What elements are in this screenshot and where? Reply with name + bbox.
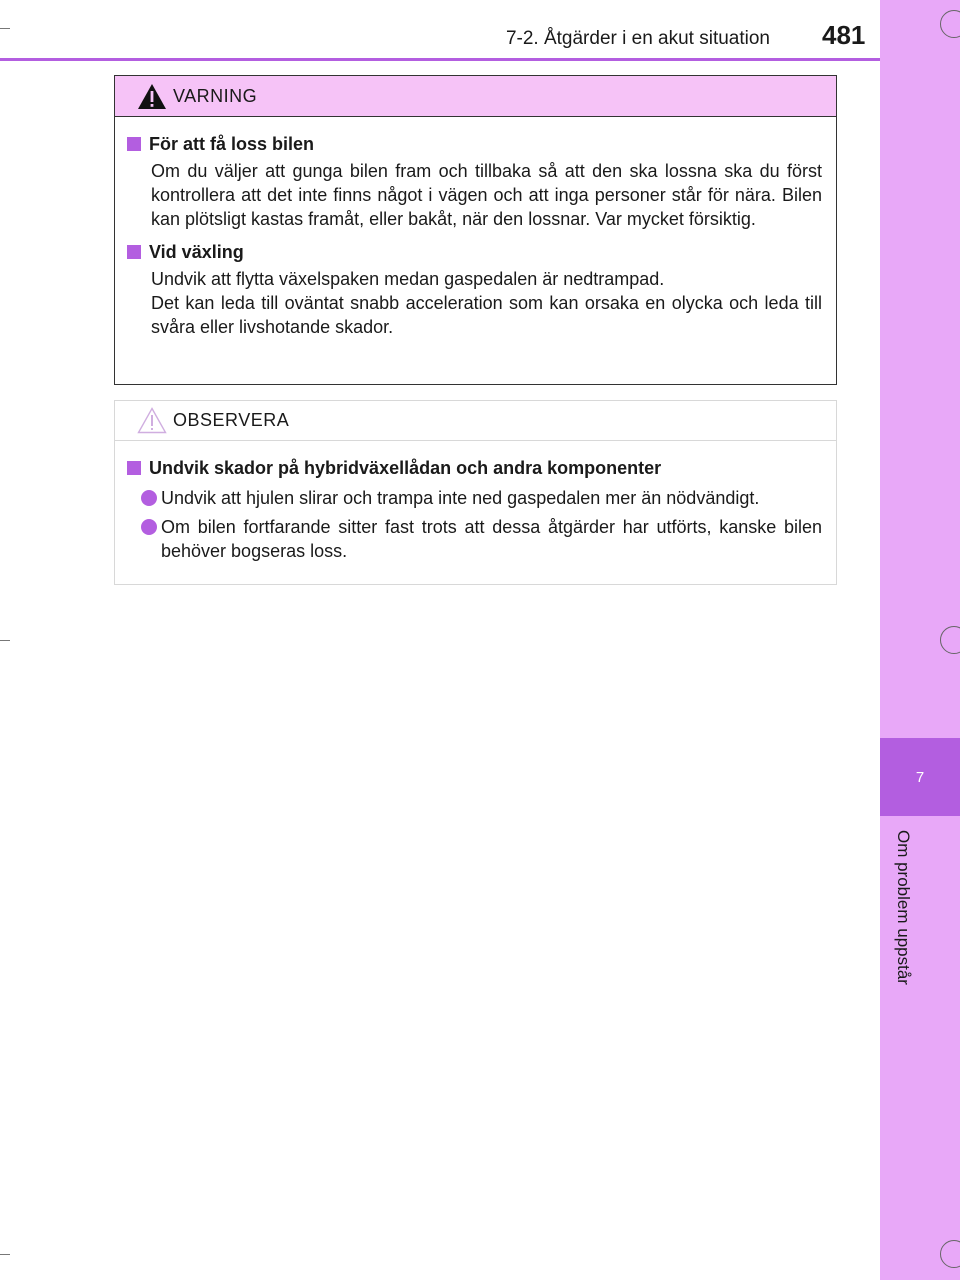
notice-bullet xyxy=(141,486,822,510)
notice-bullet-text: Undvik att hjulen slirar och trampa inte ned gaspedalen mer än nödvändigt. xyxy=(161,488,760,508)
warning-content xyxy=(115,117,836,339)
warning-item-body-line: Det kan leda till oväntat snabb acceleration som kan orsaka en olycka och leda till svåra eller livshotande skador. xyxy=(151,293,822,337)
round-bullet-icon xyxy=(141,490,157,506)
crop-circle xyxy=(940,626,960,654)
notice-box xyxy=(114,400,837,585)
section-title: 7-2. Åtgärder i en akut situation xyxy=(505,28,770,49)
crop-mark xyxy=(0,28,10,29)
notice-bullet-text: Om bilen fortfarande sitter fast trots att dessa åtgärder har utförts, kanske bilen behöver bogseras loss. xyxy=(161,517,822,561)
warning-item-body xyxy=(151,267,822,339)
warning-item-title-text: För att få loss bilen xyxy=(149,134,315,154)
warning-item-body: Om du väljer att gunga bilen fram och tillbaka så att den ska lossna ska du först kontrollera att det inte finns något i vägen och att inga personer står för nära. Bilen kan plötsligt kastas framåt, eller bakåt, när den lossnar. Var mycket försiktig. xyxy=(151,161,822,229)
notice-content xyxy=(115,441,836,563)
notice-title-text: Undvik skador på hybridväxellådan och andra komponenter xyxy=(149,458,662,478)
warning-triangle-icon xyxy=(137,81,171,111)
warning-box xyxy=(114,75,837,385)
notice-header xyxy=(115,401,836,441)
notice-title xyxy=(127,455,822,481)
chapter-title: Om problem uppstår xyxy=(894,830,913,985)
warning-item-body-line: Undvik att flytta växelspaken medan gaspedalen är nedtrampad. xyxy=(151,269,665,289)
crop-mark xyxy=(0,640,10,641)
warning-item-title-text: Vid växling xyxy=(149,242,244,262)
warning-header xyxy=(115,76,836,117)
warning-item-title xyxy=(127,239,822,265)
chapter-number: 7 xyxy=(880,738,960,816)
page-number: 481 xyxy=(822,20,866,50)
square-bullet-icon xyxy=(127,245,141,259)
warning-label: VARNING xyxy=(173,85,258,106)
caution-triangle-icon xyxy=(137,406,171,436)
notice-label: OBSERVERA xyxy=(173,410,290,430)
crop-mark xyxy=(0,1254,10,1255)
round-bullet-icon xyxy=(141,519,157,535)
crop-circle xyxy=(940,10,960,38)
warning-item-title xyxy=(127,131,822,157)
header-rule xyxy=(0,58,880,61)
square-bullet-icon xyxy=(127,137,141,151)
notice-bullet xyxy=(141,515,822,563)
square-bullet-icon xyxy=(127,461,141,475)
crop-circle xyxy=(940,1240,960,1268)
